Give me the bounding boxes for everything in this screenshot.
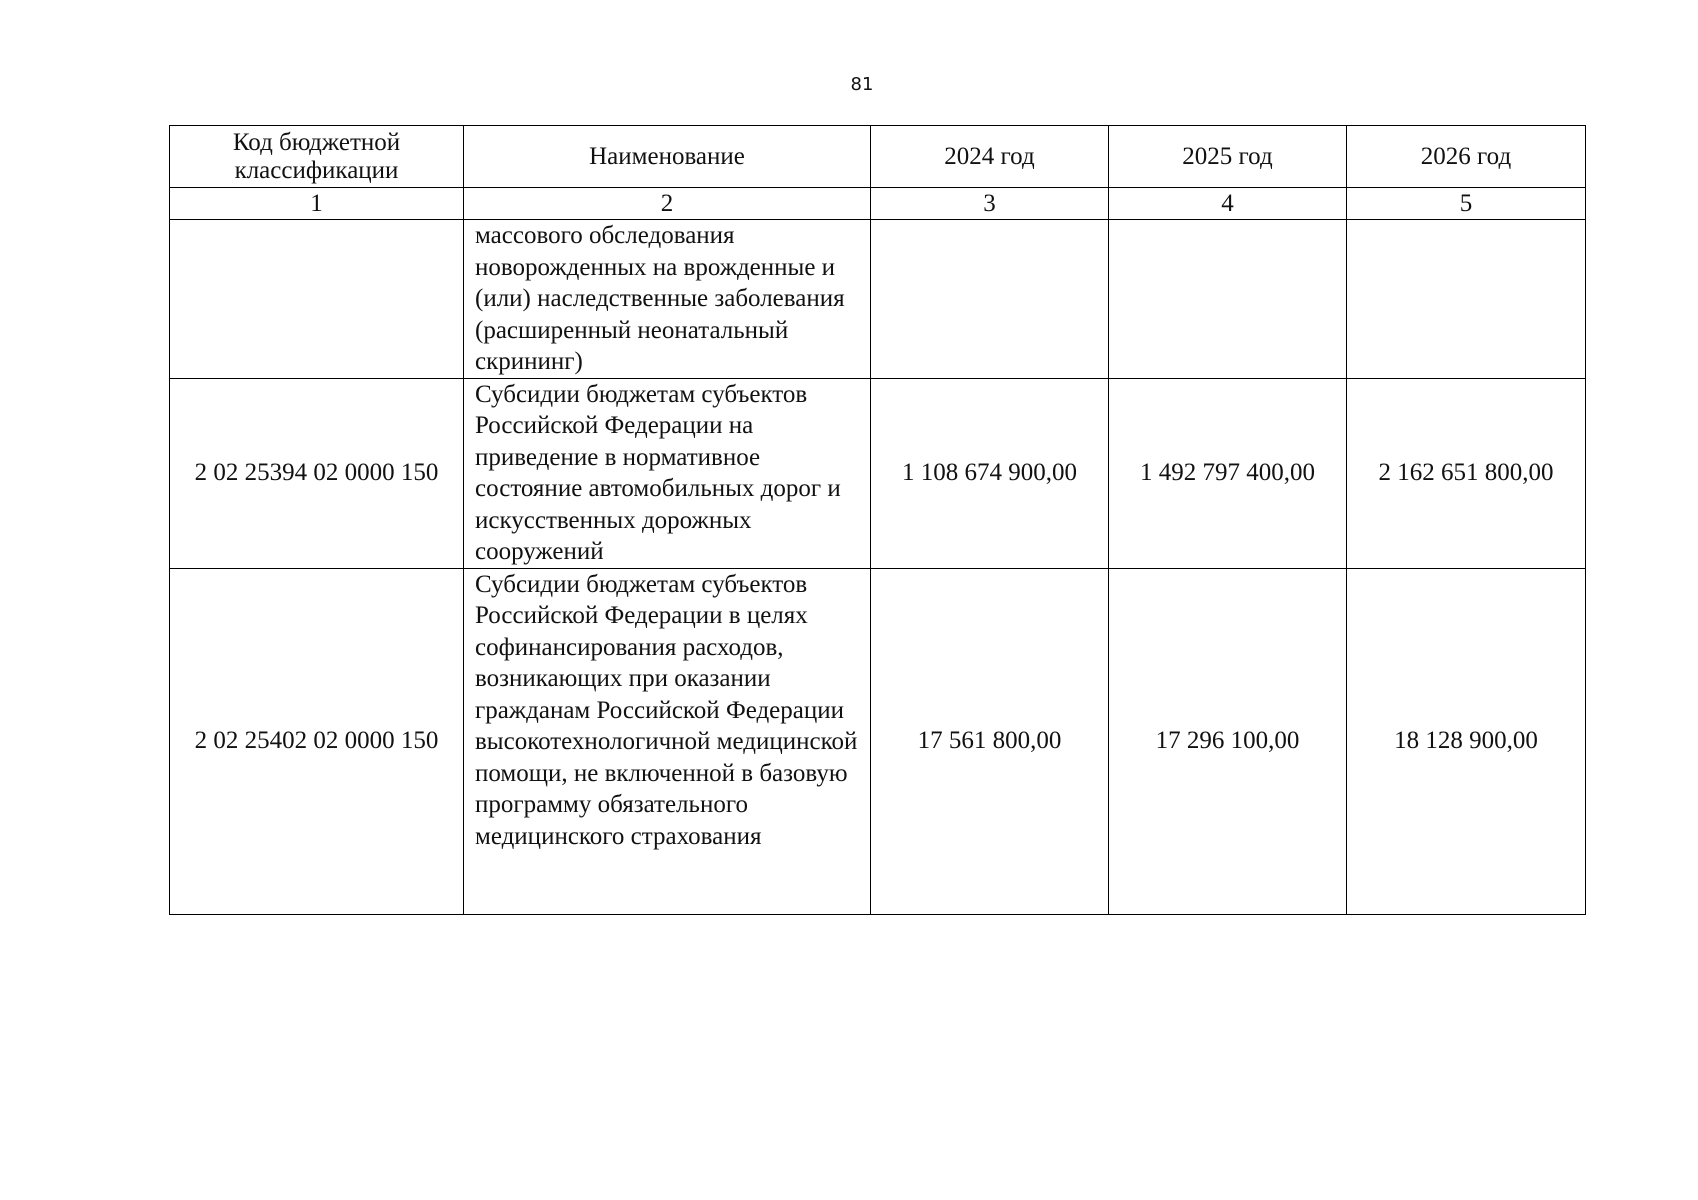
column-number-row — [170, 188, 1586, 220]
budget-code-cell: 2 02 25402 02 0000 150 — [170, 568, 464, 914]
amount-2026-cell: 2 162 651 800,00 — [1347, 378, 1586, 568]
amount-2025-cell — [1109, 220, 1347, 379]
name-cell: Субсидии бюджетам субъектов Российской Федерации на приведение в нормативное состояние автомобильных дорог и искусственных дорожных сооружений — [464, 378, 871, 568]
budget-code-cell: 2 02 25394 02 0000 150 — [170, 378, 464, 568]
header-2025: 2025 год — [1109, 126, 1347, 188]
amount-2026-cell — [1347, 220, 1586, 379]
amount-2024-cell — [871, 220, 1109, 379]
budget-code-cell — [170, 220, 464, 379]
table-row — [170, 378, 1586, 568]
column-number: 3 — [871, 188, 1109, 220]
amount-2025-cell: 17 296 100,00 — [1109, 568, 1347, 914]
amount-2024-cell: 1 108 674 900,00 — [871, 378, 1109, 568]
header-2026: 2026 год — [1347, 126, 1586, 188]
table-row — [170, 568, 1586, 914]
table-row — [170, 220, 1586, 379]
amount-2025-cell: 1 492 797 400,00 — [1109, 378, 1347, 568]
column-number: 2 — [464, 188, 871, 220]
header-2024: 2024 год — [871, 126, 1109, 188]
page-number: 81 — [850, 74, 874, 95]
header-row — [170, 126, 1586, 188]
header-name: Наименование — [464, 126, 871, 188]
amount-2026-cell: 18 128 900,00 — [1347, 568, 1586, 914]
name-cell: Субсидии бюджетам субъектов Российской Федерации в целях софинансирования расходов, возникающих при оказании гражданам Российской Федерации высокотехнологичной медицинской помощи, не включенной в базовую программу обязательного медицинского страхования — [464, 568, 871, 914]
header-code: Код бюджетной классификации — [170, 126, 464, 188]
name-cell: массового обследования новорожденных на врожденные и (или) наследственные заболевания (расширенный неонатальный скрининг) — [464, 220, 871, 379]
budget-table — [169, 125, 1586, 915]
column-number: 1 — [170, 188, 464, 220]
column-number: 4 — [1109, 188, 1347, 220]
column-number: 5 — [1347, 188, 1586, 220]
amount-2024-cell: 17 561 800,00 — [871, 568, 1109, 914]
